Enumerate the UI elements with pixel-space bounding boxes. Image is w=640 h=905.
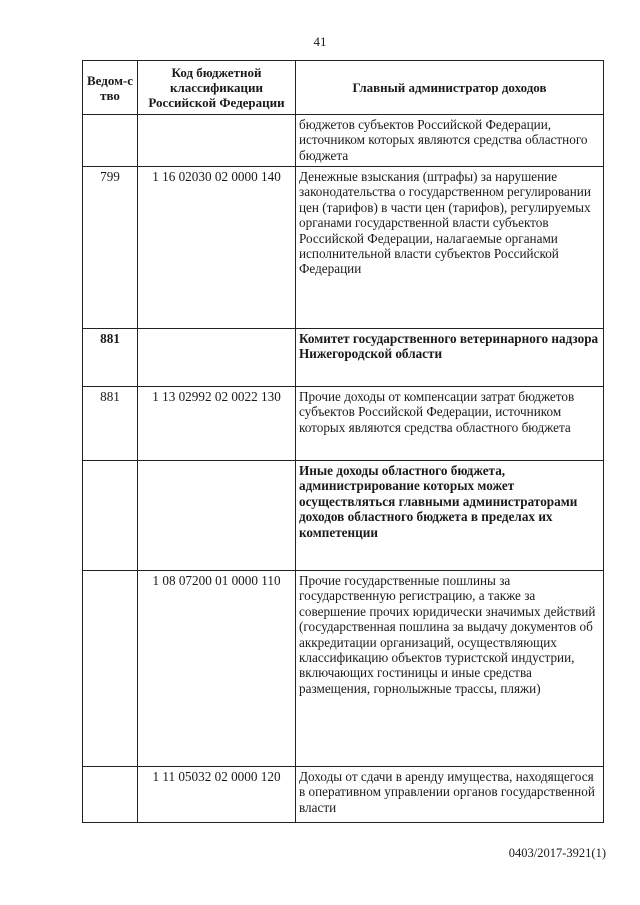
header-code: Код бюджетной классификации Российской Федерации <box>138 61 296 115</box>
cell-administrator: Иные доходы областного бюджета, администрирование которых может осуществляться главными администраторами доходов областного бюджета в пределах их компетенции <box>296 461 604 571</box>
cell-administrator: Комитет государственного ветеринарного надзора Нижегородской области <box>296 329 604 387</box>
cell-department: 881 <box>83 329 138 387</box>
cell-code: 1 11 05032 02 0000 120 <box>138 767 296 823</box>
cell-administrator: Денежные взыскания (штрафы) за нарушение законодательства о государственном регулировании цен (тарифов) в части цен (тарифов), регулируемых органами государственной власти субъектов Российской Федерации, налагаемые органами исполнительной власти субъектов Российской Федерации <box>296 167 604 329</box>
budget-classification-table <box>82 60 604 823</box>
header-administrator: Главный администратор доходов <box>296 61 604 115</box>
cell-department: 881 <box>83 387 138 461</box>
table-row <box>83 167 604 329</box>
cell-department <box>83 571 138 767</box>
table-row <box>83 767 604 823</box>
cell-department <box>83 461 138 571</box>
cell-administrator: Прочие государственные пошлины за государственную регистрацию, а также за совершение прочих юридически значимых действий (государственная пошлина за выдачу документов об аккредитации организаций, осуществляющих классификацию объектов туристской индустрии, включающих гостиницы и иные средства размещения, горнолыжные трассы, пляжи) <box>296 571 604 767</box>
table-row <box>83 571 604 767</box>
table-row <box>83 461 604 571</box>
cell-code: 1 08 07200 01 0000 110 <box>138 571 296 767</box>
cell-code <box>138 329 296 387</box>
cell-code: 1 13 02992 02 0022 130 <box>138 387 296 461</box>
cell-code: 1 16 02030 02 0000 140 <box>138 167 296 329</box>
cell-code <box>138 461 296 571</box>
table-row <box>83 115 604 167</box>
cell-administrator: Доходы от сдачи в аренду имущества, находящегося в оперативном управлении органов государственной власти <box>296 767 604 823</box>
table-header-row <box>83 61 604 115</box>
table-row <box>83 329 604 387</box>
cell-department: 799 <box>83 167 138 329</box>
cell-department <box>83 767 138 823</box>
cell-administrator: Прочие доходы от компенсации затрат бюджетов субъектов Российской Федерации, источником которых являются средства областного бюджета <box>296 387 604 461</box>
page-number: 41 <box>313 34 327 49</box>
cell-department <box>83 115 138 167</box>
document-footer-code: 0403/2017-3921(1) <box>508 846 606 860</box>
table-row <box>83 387 604 461</box>
cell-administrator: бюджетов субъектов Российской Федерации, источником которых являются средства областного бюджета <box>296 115 604 167</box>
header-department: Ведом-ство <box>83 61 138 115</box>
cell-code <box>138 115 296 167</box>
